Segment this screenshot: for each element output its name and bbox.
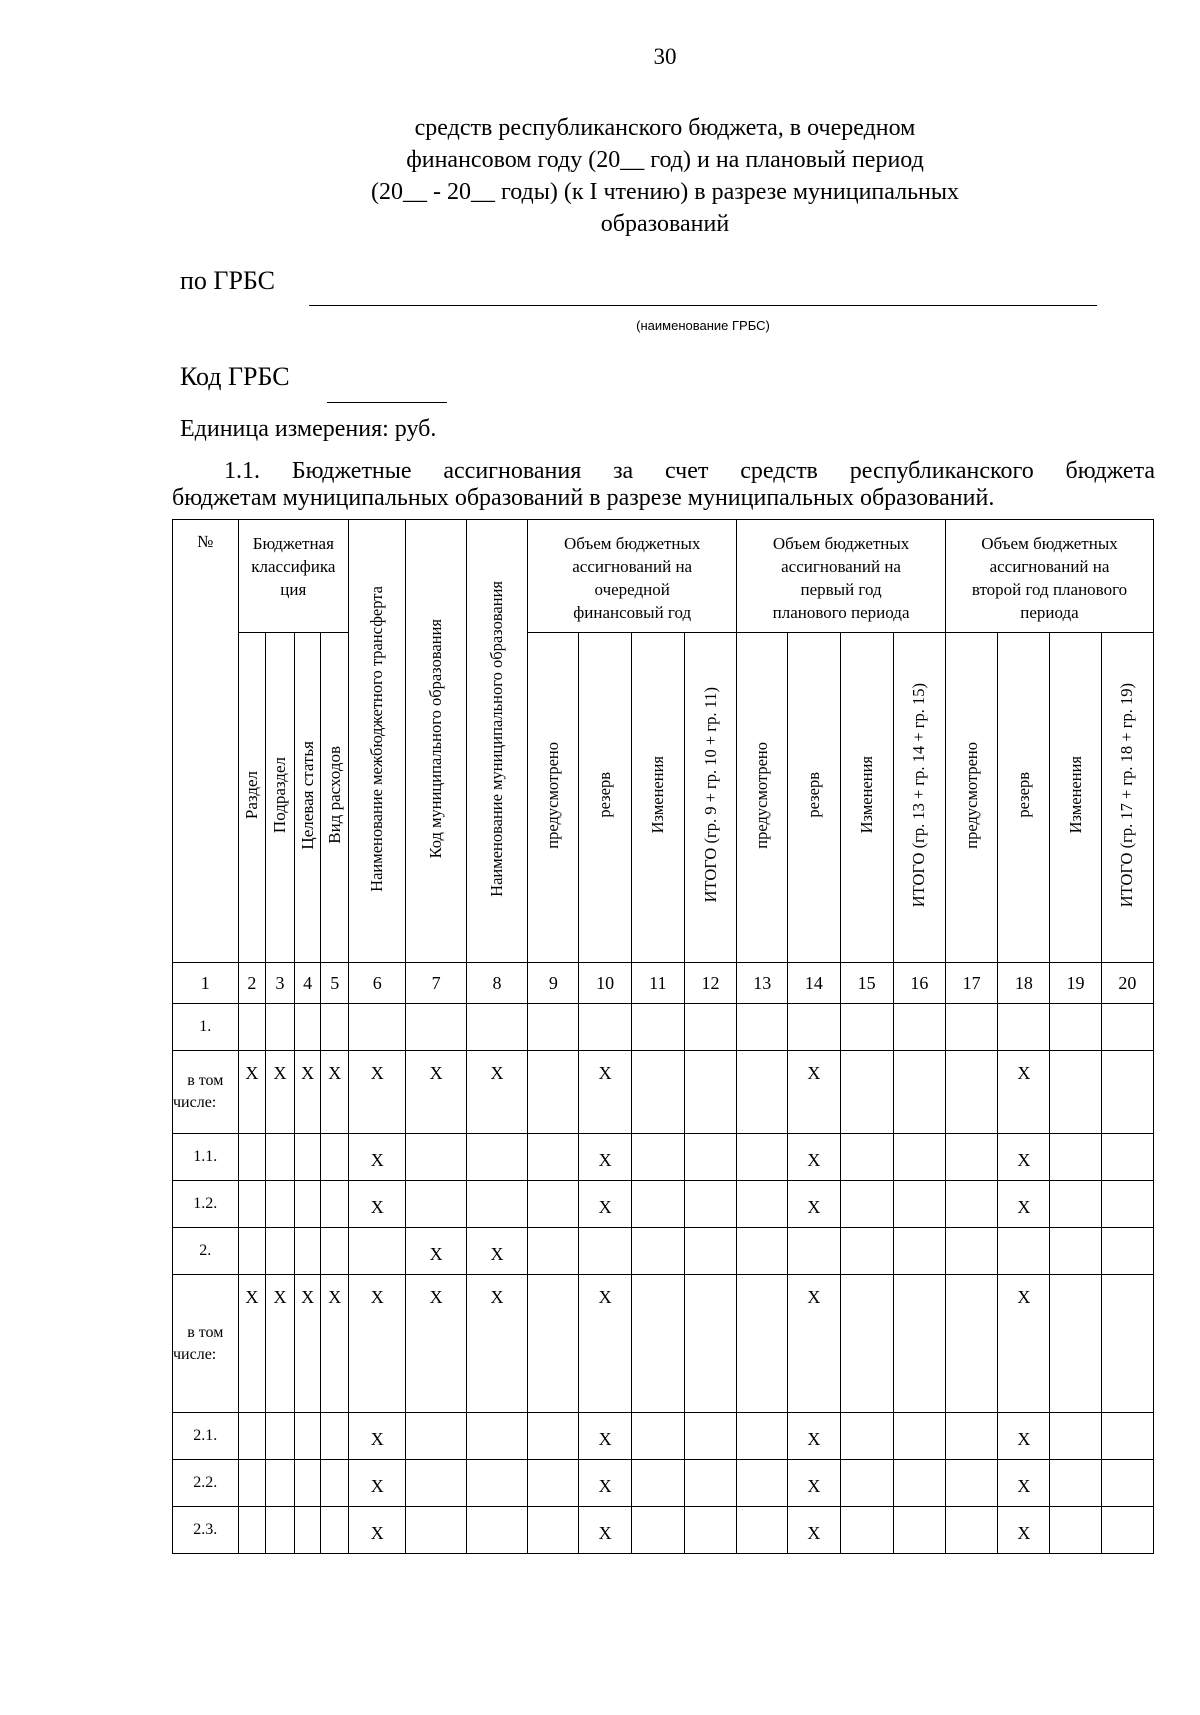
column-number: 12 [684,963,736,1004]
table-cell [684,1275,736,1413]
table-cell [1050,1181,1101,1228]
table-cell: X [466,1228,527,1275]
column-number: 14 [788,963,840,1004]
table-cell [294,1460,321,1507]
header-group-second-plan-year [946,520,1154,633]
header-sub-text: резерв [1013,772,1033,818]
grbs-code-label: Код ГРБС [180,362,290,391]
table-cell: X [998,1460,1050,1507]
budget-table [172,519,1154,1554]
table-cell: X [579,1275,631,1413]
header-g3-total [1101,633,1153,963]
table-cell: X [998,1413,1050,1460]
table-cell [1101,1460,1153,1507]
table-cell [737,1275,788,1413]
table-cell [238,1004,266,1051]
table-cell [406,1181,466,1228]
header-g2-changes [840,633,893,963]
row-label: 1. [173,1004,239,1051]
column-number: 4 [294,963,321,1004]
intro-line-2: бюджетам муниципальных образований в разрезе муниципальных образований. [172,485,995,511]
table-cell [321,1460,349,1507]
column-number: 15 [840,963,893,1004]
table-cell [946,1051,998,1134]
table-cell: X [266,1051,295,1134]
table-cell: X [788,1413,840,1460]
table-cell [893,1228,945,1275]
table-cell [840,1004,893,1051]
header-group-line: финансовый год [573,603,692,622]
table-row [173,1134,1154,1181]
table-cell [684,1134,736,1181]
table-row [173,1275,1154,1413]
table-cell: X [349,1181,406,1228]
header-g3-planned [946,633,998,963]
header-sub-text: резерв [595,772,615,818]
header-bk-line: Бюджетная [252,534,334,553]
header-group-line: периода [1020,603,1079,622]
header-sub-text: Вид расходов [324,746,344,844]
header-bk-line: ция [280,580,307,599]
table-cell [266,1460,295,1507]
header-g1-planned [528,633,579,963]
table-row [173,1004,1154,1051]
table-cell [946,1004,998,1051]
table-cell [737,1134,788,1181]
header-g1-reserve [579,633,631,963]
table-cell [684,1228,736,1275]
table-cell [294,1004,321,1051]
table-cell [1101,1413,1153,1460]
table-cell [238,1460,266,1507]
column-number: 1 [173,963,239,1004]
table-cell [893,1507,945,1554]
header-mo-name [466,520,527,963]
table-cell [321,1413,349,1460]
column-number: 17 [946,963,998,1004]
row-label: в том числе: [173,1051,239,1134]
table-cell [406,1507,466,1554]
header-group-line: второй год планового [971,580,1128,599]
table-cell [1050,1051,1101,1134]
header-expense-type [321,633,349,963]
table-cell [631,1051,684,1134]
table-cell [737,1051,788,1134]
table-row [173,1460,1154,1507]
table-cell [788,1228,840,1275]
table-cell: X [788,1275,840,1413]
table-cell [266,1228,295,1275]
table-cell [238,1413,266,1460]
table-cell [737,1460,788,1507]
header-sub-text: Целевая статья [297,740,317,850]
table-cell [321,1181,349,1228]
header-bk-line: классифика [251,557,336,576]
column-number: 10 [579,963,631,1004]
table-cell: X [466,1051,527,1134]
header-podrazdel [266,633,295,963]
table-cell [840,1181,893,1228]
table-cell: X [349,1275,406,1413]
column-number: 13 [737,963,788,1004]
header-group-line: Объем бюджетных [772,534,910,553]
table-cell [998,1228,1050,1275]
table-cell [294,1228,321,1275]
table-cell [528,1507,579,1554]
table-cell [998,1004,1050,1051]
header-g2-planned [737,633,788,963]
table-cell: X [238,1275,266,1413]
table-cell [528,1275,579,1413]
table-row [173,1228,1154,1275]
header-sub-text: ИТОГО (гр. 17 + гр. 18 + гр. 19) [1117,682,1137,908]
table-cell: X [788,1134,840,1181]
header-group-line: первый год [800,580,882,599]
table-cell: X [579,1460,631,1507]
table-cell [1101,1507,1153,1554]
header-g3-reserve [998,633,1050,963]
table-cell [1101,1275,1153,1413]
table-cell: X [788,1051,840,1134]
table-cell [737,1507,788,1554]
header-group-line: ассигнований на [572,557,693,576]
table-cell: X [349,1460,406,1507]
intro-line-1: 1.1. Бюджетные ассигнования за счет средств республиканского бюджета [224,458,1155,484]
table-cell [266,1004,295,1051]
table-cell [321,1507,349,1554]
table-cell [840,1134,893,1181]
table-cell [893,1413,945,1460]
section-intro [172,458,1155,512]
header-transfer-name [349,520,406,963]
table-cell [946,1507,998,1554]
column-number: 8 [466,963,527,1004]
table-cell [528,1134,579,1181]
column-number: 19 [1050,963,1101,1004]
header-sub-text: Изменения [647,756,667,834]
document-title [300,112,1030,240]
table-cell [684,1460,736,1507]
table-row [173,1051,1154,1134]
table-cell [737,1181,788,1228]
header-sub-text: предусмотрено [543,741,563,849]
grbs-name-caption: (наименование ГРБС) [636,318,770,333]
header-sub-text: Изменения [1065,756,1085,834]
header-num: № [173,520,239,963]
header-group-line: Объем бюджетных [981,534,1118,553]
table-cell [238,1228,266,1275]
header-group-line: ассигнований на [989,557,1110,576]
header-row-sub [173,633,1154,963]
table-cell [840,1051,893,1134]
column-number: 16 [893,963,945,1004]
table-cell: X [321,1051,349,1134]
table-cell [684,1181,736,1228]
table-cell: X [579,1507,631,1554]
table-cell [349,1004,406,1051]
table-cell [294,1134,321,1181]
table-cell [946,1134,998,1181]
table-cell [579,1228,631,1275]
column-number: 5 [321,963,349,1004]
table-cell [893,1004,945,1051]
table-cell [1101,1134,1153,1181]
table-cell [1050,1004,1101,1051]
column-number: 18 [998,963,1050,1004]
table-cell [631,1507,684,1554]
table-cell [946,1460,998,1507]
table-cell [466,1507,527,1554]
header-razdel [238,633,266,963]
grbs-code-line [327,402,447,403]
table-cell [266,1134,295,1181]
table-cell [946,1275,998,1413]
table-cell [406,1413,466,1460]
row-label: 2.1. [173,1413,239,1460]
table-cell: X [406,1228,466,1275]
table-cell [238,1507,266,1554]
table-cell: X [788,1507,840,1554]
row-label: 2. [173,1228,239,1275]
table-cell [893,1460,945,1507]
table-cell [466,1004,527,1051]
unit-of-measure: Единица измерения: руб. [180,416,437,442]
column-number: 9 [528,963,579,1004]
grbs-label: по ГРБС [180,266,275,295]
header-g1-total [684,633,736,963]
header-sub-text: предусмотрено [752,741,772,849]
table-cell [946,1228,998,1275]
table-cell: X [349,1507,406,1554]
header-group-line: планового периода [772,603,910,622]
table-cell: X [579,1051,631,1134]
column-number: 11 [631,963,684,1004]
header-sub-text: Подраздел [270,756,289,834]
table-cell: X [406,1051,466,1134]
table-cell [528,1228,579,1275]
table-cell [1101,1228,1153,1275]
column-number: 20 [1101,963,1153,1004]
header-mo-code [406,520,466,963]
table-cell [631,1413,684,1460]
table-cell [321,1134,349,1181]
table-cell [1050,1460,1101,1507]
table-cell [406,1134,466,1181]
header-sub-text: ИТОГО (гр. 13 + гр. 14 + гр. 15) [909,682,929,908]
row-label: 1.1. [173,1134,239,1181]
header-group-first-plan-year [737,520,946,633]
header-row-top [173,520,1154,633]
table-cell [406,1004,466,1051]
table-cell [893,1181,945,1228]
table-cell [528,1004,579,1051]
header-transfer-text: Наименование межбюджетного трансферта [367,585,387,892]
table-cell [294,1507,321,1554]
header-g2-reserve [788,633,840,963]
table-cell: X [349,1134,406,1181]
header-group-line: очередной [594,580,670,599]
table-body [173,1004,1154,1554]
table-row [173,1413,1154,1460]
table-cell [840,1413,893,1460]
title-line-3: (20__ - 20__ годы) (к I чтению) в разрезе муниципальных [370,179,960,205]
table-cell [528,1181,579,1228]
column-number: 7 [406,963,466,1004]
table-cell [631,1181,684,1228]
row-label: 2.2. [173,1460,239,1507]
table-cell [737,1004,788,1051]
table-cell [893,1134,945,1181]
table-cell: X [466,1275,527,1413]
table-row [173,1507,1154,1554]
table-cell [238,1181,266,1228]
header-g3-changes [1050,633,1101,963]
table-cell [684,1051,736,1134]
table-cell: X [998,1275,1050,1413]
table-cell: X [321,1275,349,1413]
column-number: 6 [349,963,406,1004]
row-label: 2.3. [173,1507,239,1554]
table-cell [266,1413,295,1460]
table-cell [466,1134,527,1181]
table-cell [840,1228,893,1275]
table-cell [893,1275,945,1413]
table-cell [528,1413,579,1460]
header-sub-text: Изменения [856,756,876,834]
row-label: 1.2. [173,1181,239,1228]
table-cell [684,1507,736,1554]
table-cell [631,1275,684,1413]
table-cell: X [998,1134,1050,1181]
header-g1-changes [631,633,684,963]
table-row [173,1181,1154,1228]
table-cell [684,1004,736,1051]
table-cell [266,1507,295,1554]
column-number: 3 [266,963,295,1004]
table-cell [1050,1275,1101,1413]
header-mo-code-text: Код муниципального образования [426,618,446,859]
table-cell [1101,1004,1153,1051]
table-cell [528,1051,579,1134]
table-cell [1050,1134,1101,1181]
title-line-1: средств республиканского бюджета, в очередном [414,115,916,141]
header-sub-text: резерв [803,772,823,818]
table-cell [579,1004,631,1051]
table-cell: X [998,1507,1050,1554]
column-number-row [173,963,1154,1004]
header-budget-classification [238,520,349,633]
table-cell: X [788,1181,840,1228]
table-cell [631,1134,684,1181]
table-cell [321,1004,349,1051]
table-cell [893,1051,945,1134]
table-cell [294,1181,321,1228]
header-group-line: ассигнований на [781,557,901,576]
table-cell [349,1228,406,1275]
grbs-name-line [309,305,1097,306]
table-cell [1050,1507,1101,1554]
table-cell [840,1275,893,1413]
header-sub-text: ИТОГО (гр. 9 + гр. 10 + гр. 11) [700,687,720,903]
table-cell: X [788,1460,840,1507]
table-cell [294,1413,321,1460]
table-cell: X [998,1051,1050,1134]
table-cell [840,1507,893,1554]
header-group-current-year [528,520,737,633]
column-number: 2 [238,963,266,1004]
table-cell [528,1460,579,1507]
table-cell [946,1181,998,1228]
table-cell [266,1181,295,1228]
table-cell [1101,1181,1153,1228]
header-target-article [294,633,321,963]
row-label: в том числе: [173,1275,239,1413]
table-cell: X [406,1275,466,1413]
table-cell [737,1413,788,1460]
table-cell: X [349,1051,406,1134]
table-cell: X [294,1051,321,1134]
table-cell [238,1134,266,1181]
table-cell [946,1413,998,1460]
title-line-4: образований [600,211,730,237]
table-cell [466,1460,527,1507]
table-cell: X [238,1051,266,1134]
page-number: 30 [653,44,677,69]
table-cell: X [349,1413,406,1460]
table-cell: X [579,1134,631,1181]
table-cell [631,1004,684,1051]
table-cell [840,1460,893,1507]
table-cell [788,1004,840,1051]
table-cell: X [266,1275,295,1413]
table-cell [737,1228,788,1275]
table-cell [1050,1413,1101,1460]
table-cell [466,1181,527,1228]
table-cell [631,1460,684,1507]
table-cell [1101,1051,1153,1134]
title-line-2: финансовом году (20__ год) и на плановый период [406,147,924,173]
header-sub-text: Раздел [241,770,261,820]
table-cell: X [294,1275,321,1413]
table-cell [321,1228,349,1275]
table-cell [406,1460,466,1507]
table-cell: X [998,1181,1050,1228]
table-cell: X [579,1181,631,1228]
header-g2-total [893,633,945,963]
table-cell: X [579,1413,631,1460]
table-cell [631,1228,684,1275]
table-cell [466,1413,527,1460]
table-cell [684,1413,736,1460]
header-group-line: Объем бюджетных [563,534,701,553]
table-cell [1050,1228,1101,1275]
header-mo-name-text: Наименование муниципального образования [487,580,507,897]
header-sub-text: предусмотрено [961,741,981,849]
